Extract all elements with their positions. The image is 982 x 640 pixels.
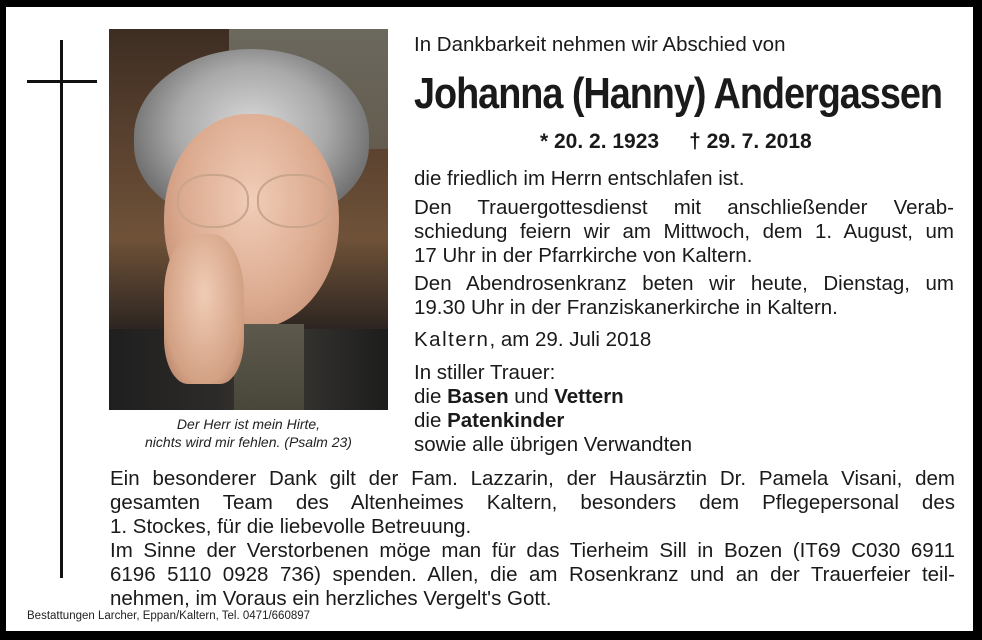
donation-line: Im Sinne der Verstorbenen möge man für das Tierheim Sill in Bozen (IT69 C030 6911 — [110, 539, 955, 562]
funeral-home-footer: Bestattungen Larcher, Eppan/Kaltern, Tel. 0471/660897 — [27, 610, 311, 622]
date-text: , am 29. Juli 2018 — [489, 328, 652, 351]
mourners-text: die — [414, 385, 448, 408]
mourners-line — [414, 409, 564, 433]
thanks-line: Ein besonderer Dank gilt der Fam. Lazzarin, der Hausärztin Dr. Pamela Visani, dem — [110, 467, 955, 490]
thanks-line: 1. Stockes, für die liebevolle Betreuung. — [110, 515, 472, 538]
service-line: 17 Uhr in der Pfarrkirche von Kaltern. — [414, 244, 753, 267]
donation-line: nehmen, im Voraus ein herzliches Vergelt's Gott. — [110, 587, 552, 610]
place-date — [414, 328, 651, 352]
deceased-name: Johanna (Hanny) Andergassen — [414, 69, 942, 118]
mourners-line — [414, 385, 624, 409]
death-date: † 29. 7. 2018 — [689, 130, 812, 153]
thanks-paragraph — [110, 467, 955, 539]
mourners-relatives: sowie alle übrigen Verwandten — [414, 433, 693, 456]
caption-line: Der Herr ist mein Hirte, — [176, 416, 321, 432]
place-name: Kaltern — [414, 328, 490, 351]
mourners-text: und — [508, 385, 555, 408]
psalm-caption — [109, 415, 388, 451]
rosary-line: Den Abendrosenkranz beten wir heute, Dienstag, um — [414, 272, 954, 295]
cross-icon-vertical — [60, 40, 63, 578]
rosary-paragraph — [414, 272, 954, 320]
cross-icon-horizontal — [27, 80, 97, 83]
rosary-line: 19.30 Uhr in der Franziskanerkirche in Kaltern. — [414, 296, 838, 319]
thanks-line: gesamten Team des Altenheimes Kaltern, besonders dem Pflegepersonal des — [110, 491, 955, 514]
donation-paragraph — [110, 539, 955, 611]
donation-line: 6196 5110 0928 736) spenden. Allen, die am Rosenkranz und an der Trauerfeier teil- — [110, 563, 955, 586]
service-line: schiedung feiern wir am Mittwoch, dem 1. August, um — [414, 220, 954, 243]
caption-line: nichts wird mir fehlen. (Psalm 23) — [145, 434, 352, 450]
portrait-photo — [109, 29, 388, 410]
passed-text: die friedlich im Herrn entschlafen ist. — [414, 167, 745, 190]
mourning-label: In stiller Trauer: — [414, 361, 556, 384]
service-paragraph — [414, 196, 954, 268]
mourners-cousins-male: Vettern — [554, 385, 624, 408]
life-dates — [540, 130, 812, 154]
service-line: Den Trauergottesdienst mit anschließender Verab- — [414, 196, 954, 219]
intro-text: In Dankbarkeit nehmen wir Abschied von — [414, 33, 786, 56]
mourners-cousins: Basen — [447, 385, 509, 408]
mourners-text: die — [414, 409, 448, 432]
birth-date: * 20. 2. 1923 — [540, 130, 660, 153]
mourners-godchildren: Patenkinder — [447, 409, 565, 432]
